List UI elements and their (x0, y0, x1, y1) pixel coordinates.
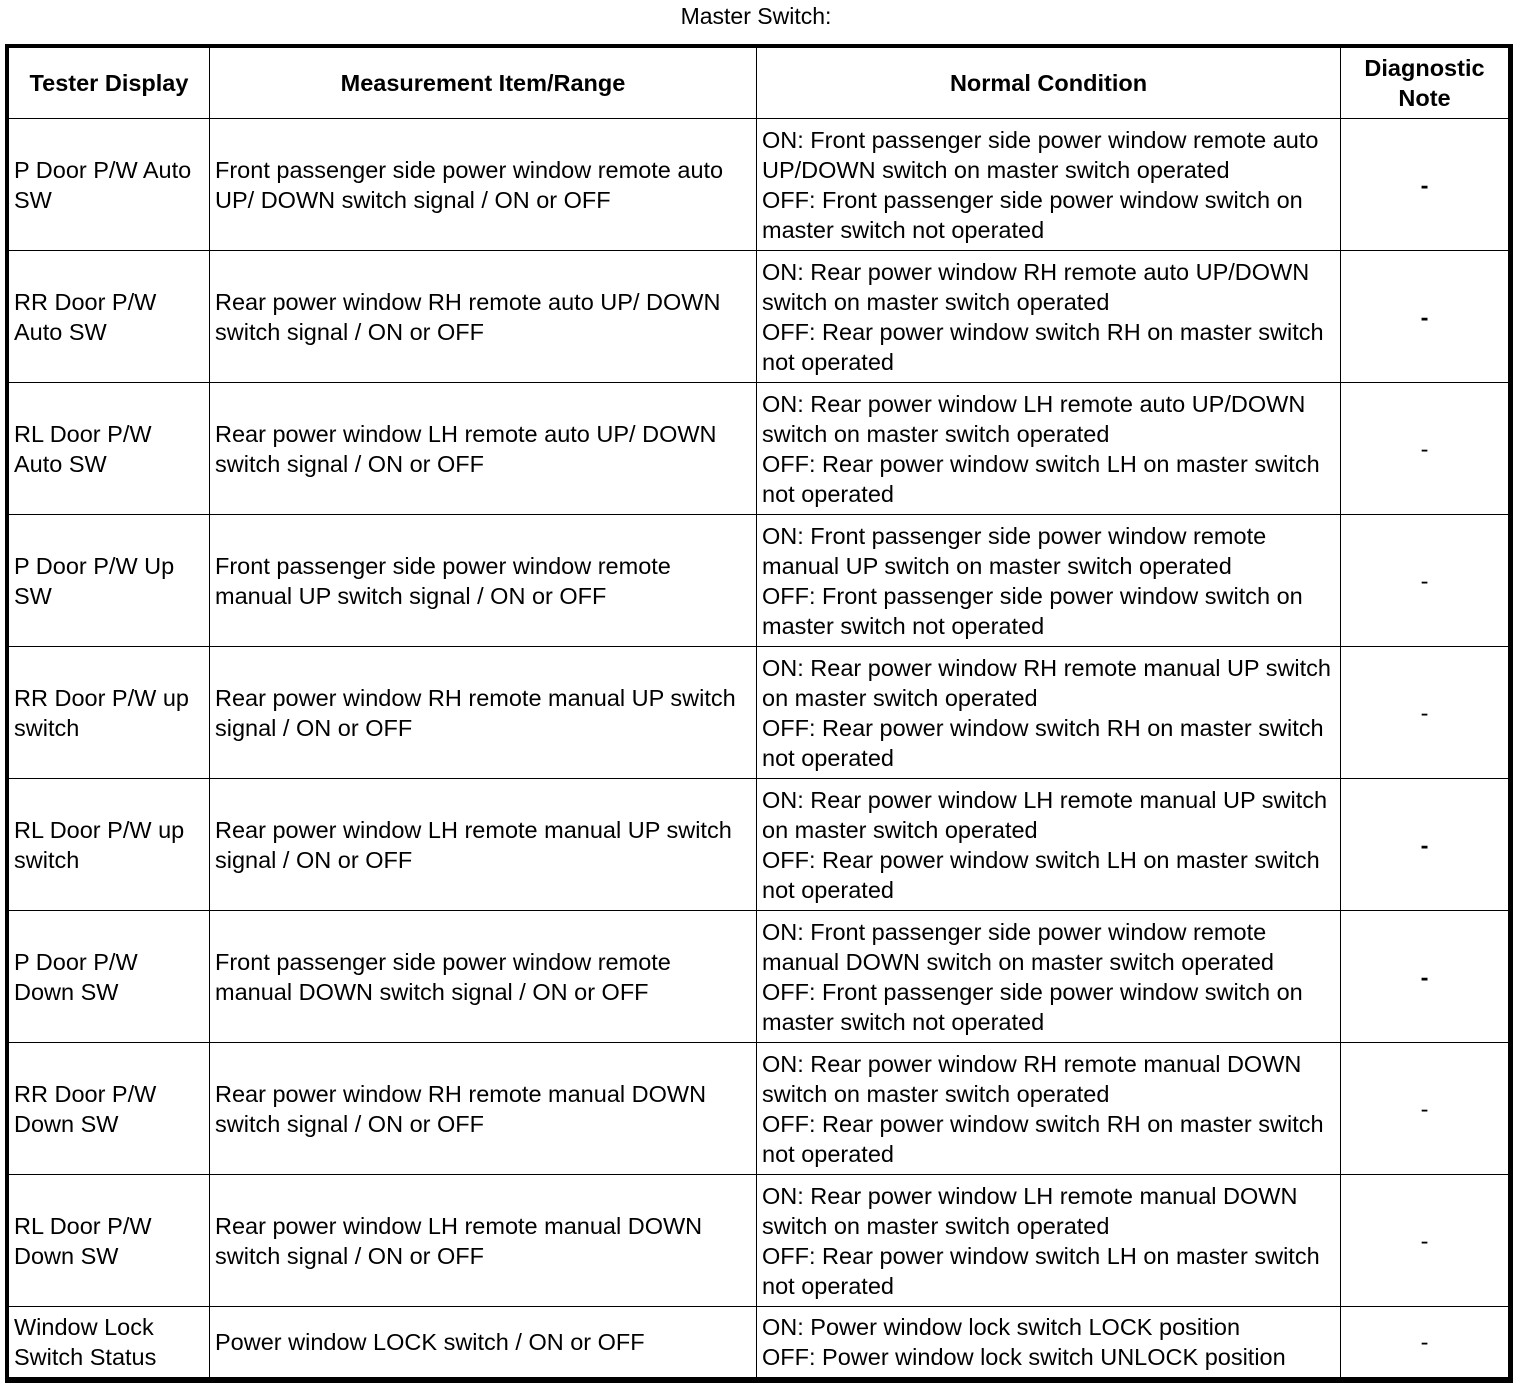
table-row (9, 779, 1509, 911)
cell-measurement: Rear power window RH remote auto UP/ DOWN switch signal / ON or OFF (210, 251, 757, 383)
cell-diagnostic-note: - (1341, 119, 1509, 251)
header-normal-condition: Normal Condition (757, 48, 1341, 119)
cell-normal-condition (757, 383, 1341, 515)
condition-on: ON: Rear power window LH remote manual DOWN switch on master switch operated (762, 1182, 1298, 1239)
table-row (9, 1175, 1509, 1307)
table-row (9, 1307, 1509, 1378)
cell-diagnostic-note: - (1341, 779, 1509, 911)
cell-normal-condition (757, 119, 1341, 251)
cell-diagnostic-note: - (1341, 1043, 1509, 1175)
condition-on: ON: Front passenger side power window remote auto UP/DOWN switch on master switch operated (762, 126, 1319, 183)
cell-tester-display: RR Door P/W Auto SW (9, 251, 210, 383)
cell-diagnostic-note: - (1341, 1175, 1509, 1307)
cell-tester-display: P Door P/W Up SW (9, 515, 210, 647)
cell-tester-display: RL Door P/W up switch (9, 779, 210, 911)
condition-on: ON: Power window lock switch LOCK position (762, 1314, 1241, 1340)
cell-normal-condition (757, 251, 1341, 383)
cell-tester-display: RL Door P/W Auto SW (9, 383, 210, 515)
table-row (9, 119, 1509, 251)
header-diagnostic-note: Diagnostic Note (1341, 48, 1509, 119)
cell-diagnostic-note: - (1341, 383, 1509, 515)
cell-normal-condition (757, 1175, 1341, 1307)
cell-measurement: Rear power window LH remote manual DOWN switch signal / ON or OFF (210, 1175, 757, 1307)
condition-on: ON: Front passenger side power window remote manual DOWN switch on master switch operated (762, 918, 1274, 975)
cell-measurement: Rear power window RH remote manual UP switch signal / ON or OFF (210, 647, 757, 779)
cell-diagnostic-note: - (1341, 515, 1509, 647)
table-row (9, 383, 1509, 515)
cell-normal-condition (757, 1307, 1341, 1378)
condition-off: OFF: Power window lock switch UNLOCK position (762, 1344, 1286, 1370)
condition-off: OFF: Rear power window switch RH on master switch not operated (762, 318, 1324, 375)
condition-on: ON: Rear power window LH remote auto UP/DOWN switch on master switch operated (762, 390, 1306, 447)
condition-on: ON: Rear power window RH remote manual DOWN switch on master switch operated (762, 1050, 1302, 1107)
table-row (9, 251, 1509, 383)
cell-normal-condition (757, 647, 1341, 779)
condition-on: ON: Rear power window LH remote manual UP switch on master switch operated (762, 786, 1328, 843)
cell-normal-condition (757, 515, 1341, 647)
cell-measurement: Rear power window LH remote auto UP/ DOWN switch signal / ON or OFF (210, 383, 757, 515)
master-switch-table-frame (5, 44, 1513, 1383)
condition-off: OFF: Front passenger side power window switch on master switch not operated (762, 582, 1303, 639)
table-row (9, 911, 1509, 1043)
cell-tester-display: P Door P/W Auto SW (9, 119, 210, 251)
condition-off: OFF: Rear power window switch LH on master switch not operated (762, 846, 1320, 903)
cell-measurement: Rear power window LH remote manual UP switch signal / ON or OFF (210, 779, 757, 911)
condition-off: OFF: Rear power window switch RH on master switch not operated (762, 714, 1324, 771)
table-row (9, 1043, 1509, 1175)
condition-on: ON: Front passenger side power window remote manual UP switch on master switch operated (762, 522, 1267, 579)
cell-normal-condition (757, 779, 1341, 911)
cell-measurement: Front passenger side power window remote manual UP switch signal / ON or OFF (210, 515, 757, 647)
cell-diagnostic-note: - (1341, 251, 1509, 383)
cell-tester-display: Window Lock Switch Status (9, 1307, 210, 1378)
condition-on: ON: Rear power window RH remote manual UP switch on master switch operated (762, 654, 1331, 711)
condition-off: OFF: Front passenger side power window switch on master switch not operated (762, 978, 1303, 1035)
cell-diagnostic-note: - (1341, 647, 1509, 779)
table-caption: Master Switch: (680, 3, 832, 29)
condition-off: OFF: Front passenger side power window switch on master switch not operated (762, 186, 1303, 243)
header-measurement: Measurement Item/Range (210, 48, 757, 119)
cell-measurement: Front passenger side power window remote manual DOWN switch signal / ON or OFF (210, 911, 757, 1043)
cell-diagnostic-note: - (1341, 911, 1509, 1043)
condition-off: OFF: Rear power window switch RH on master switch not operated (762, 1110, 1324, 1167)
condition-off: OFF: Rear power window switch LH on master switch not operated (762, 1242, 1320, 1299)
cell-normal-condition (757, 911, 1341, 1043)
table-header-row (9, 48, 1509, 119)
cell-measurement: Rear power window RH remote manual DOWN switch signal / ON or OFF (210, 1043, 757, 1175)
condition-off: OFF: Rear power window switch LH on master switch not operated (762, 450, 1320, 507)
cell-normal-condition (757, 1043, 1341, 1175)
cell-measurement: Power window LOCK switch / ON or OFF (210, 1307, 757, 1378)
condition-on: ON: Rear power window RH remote auto UP/DOWN switch on master switch operated (762, 258, 1310, 315)
cell-tester-display: P Door P/W Down SW (9, 911, 210, 1043)
cell-measurement: Front passenger side power window remote auto UP/ DOWN switch signal / ON or OFF (210, 119, 757, 251)
table-row (9, 647, 1509, 779)
header-tester-display: Tester Display (9, 48, 210, 119)
cell-tester-display: RL Door P/W Down SW (9, 1175, 210, 1307)
table-row (9, 515, 1509, 647)
cell-tester-display: RR Door P/W up switch (9, 647, 210, 779)
master-switch-table (8, 47, 1509, 1378)
cell-diagnostic-note: - (1341, 1307, 1509, 1378)
cell-tester-display: RR Door P/W Down SW (9, 1043, 210, 1175)
